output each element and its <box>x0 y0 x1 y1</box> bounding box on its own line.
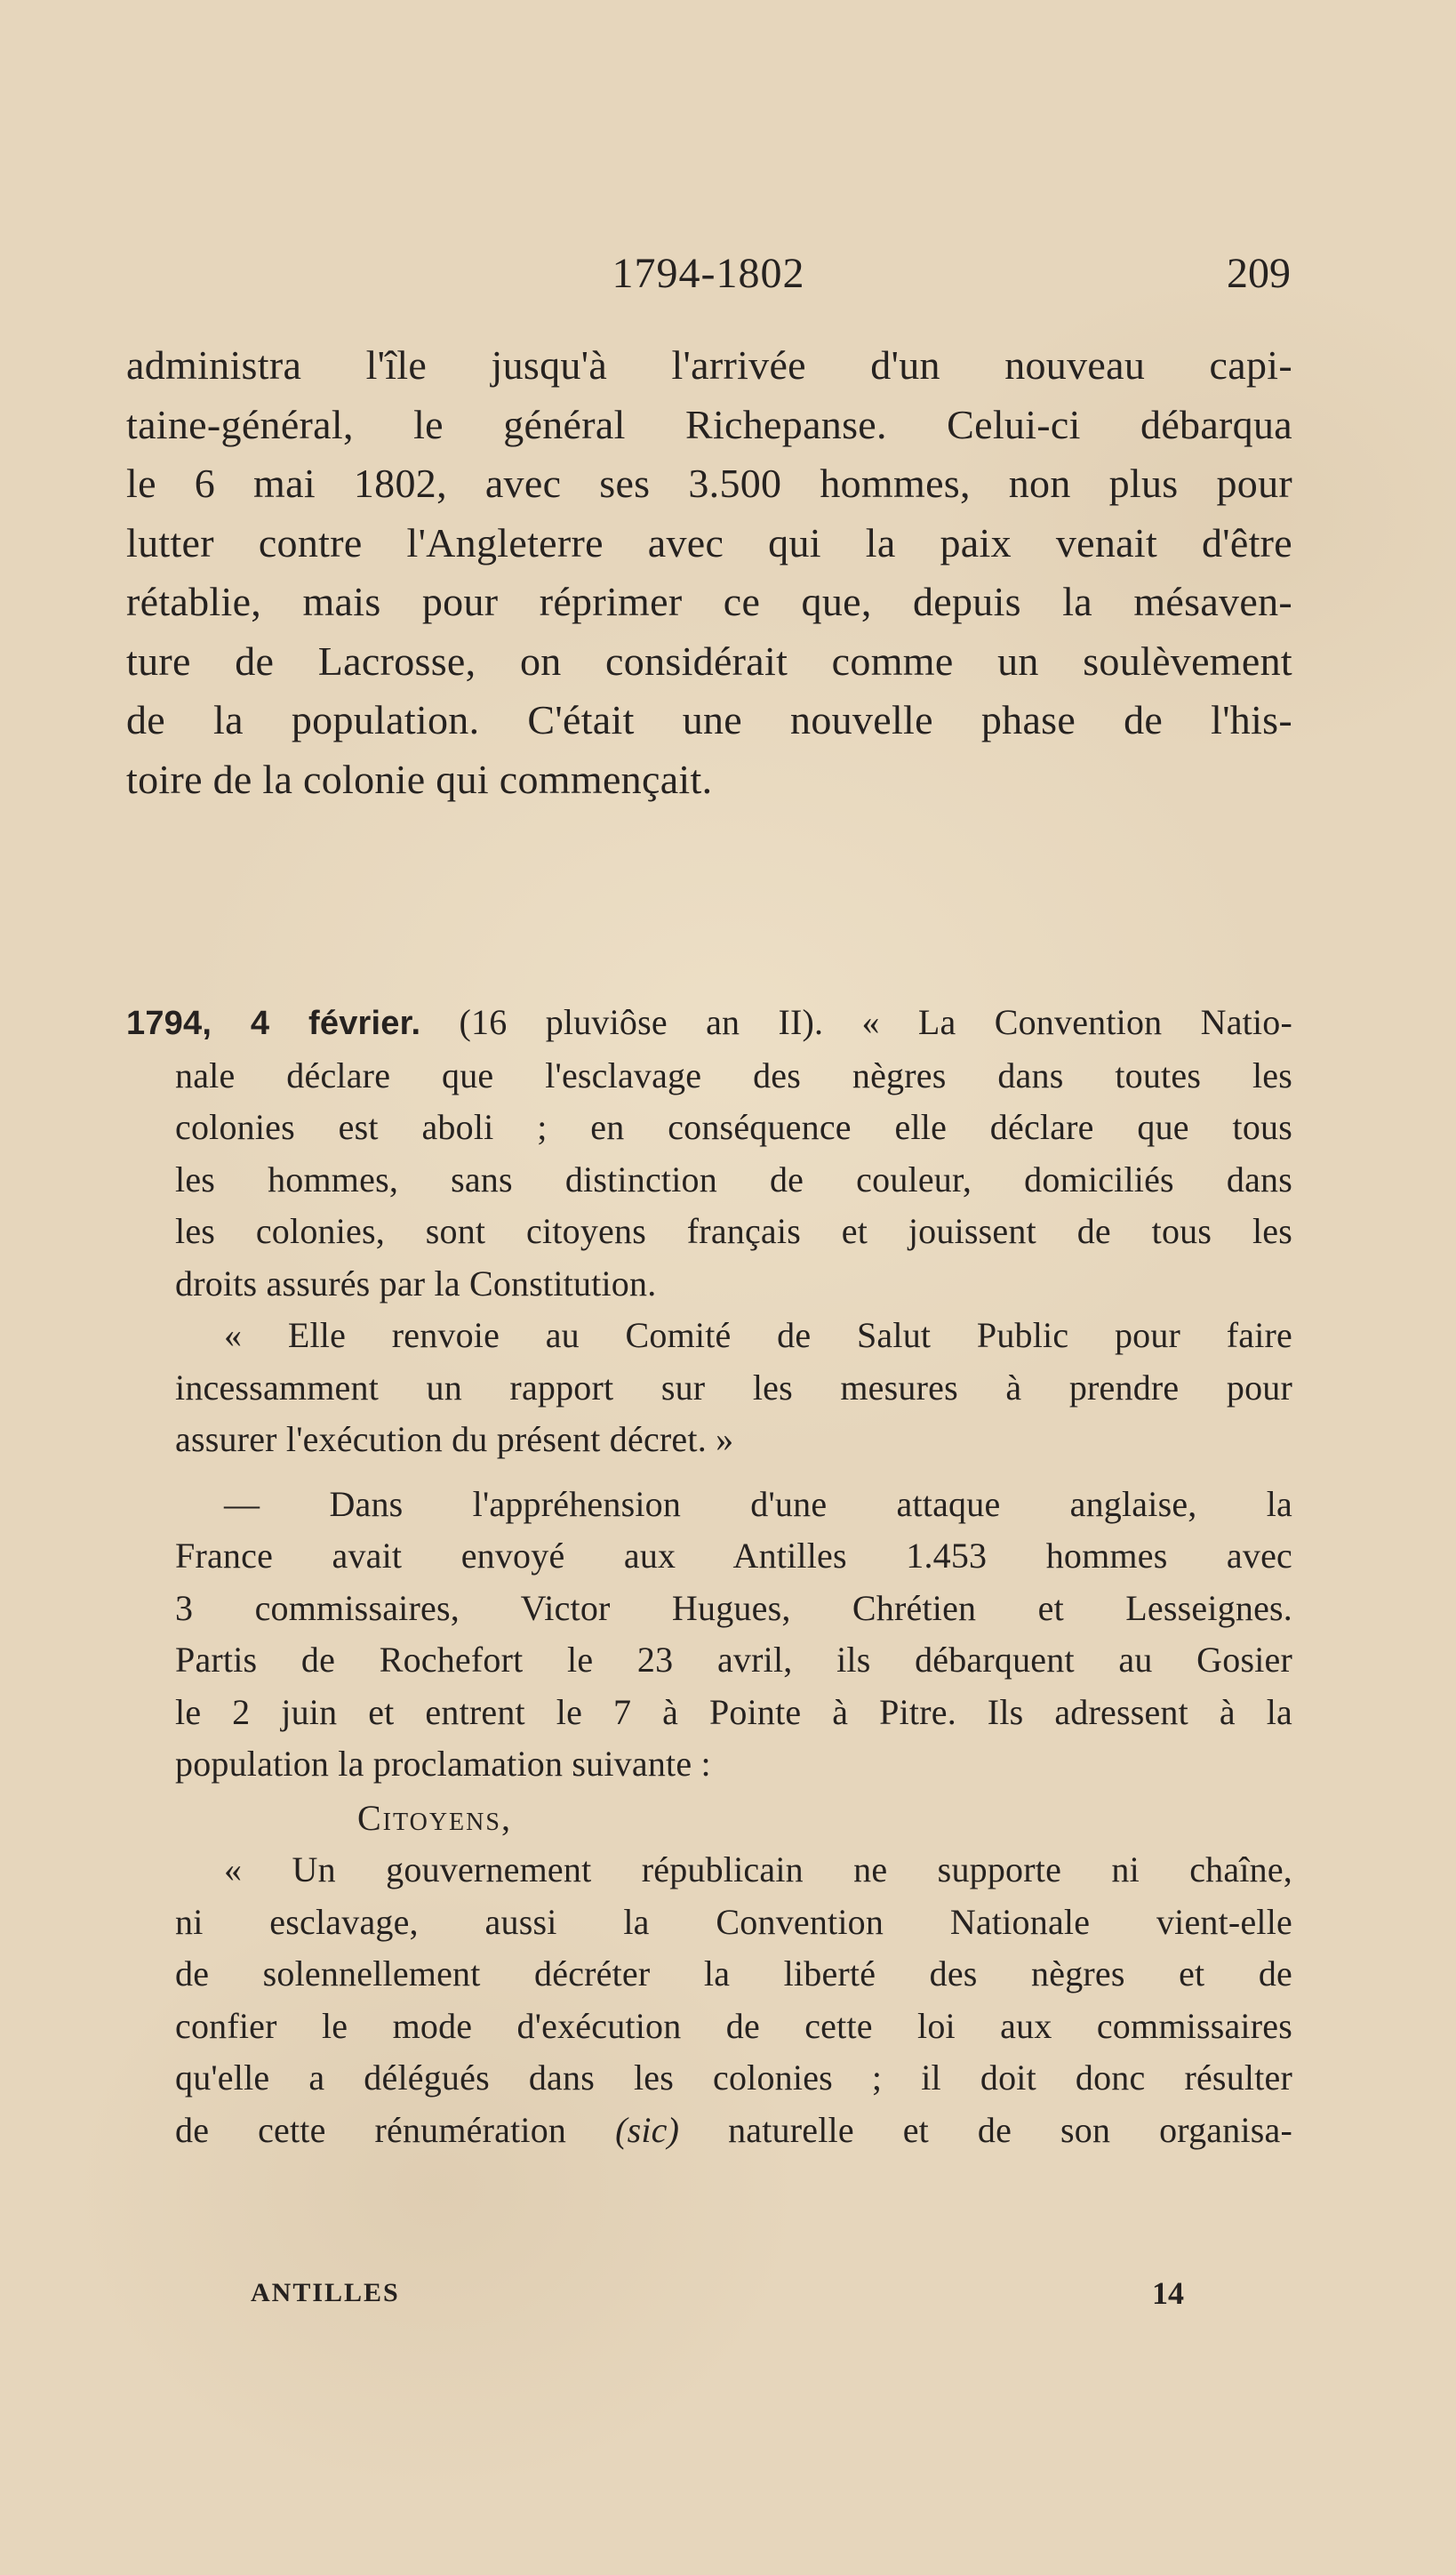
intro-line: lutter contre l'Angleterre avec qui la paix venait d'être <box>126 519 1292 566</box>
signature-mark: ANTILLES <box>251 2278 400 2307</box>
proclamation-line: « Un gouvernement républicain ne supporte ni chaîne, <box>224 1849 1292 1889</box>
entry-first-line-text: (16 pluviôse an II). « La Convention Natio- <box>459 1002 1293 1042</box>
proclamation-line: confier le mode d'exécution de cette loi aux commissaires <box>175 2005 1292 2046</box>
proclamation-text: naturelle et de son organisa- <box>679 2109 1293 2150</box>
commissioners-line: 3 commissaires, Victor Hugues, Chrétien et Lesseignes. <box>175 1587 1292 1628</box>
sic-note: (sic) <box>615 2109 680 2150</box>
intro-line: ture de Lacrosse, on considérait comme un soulèvement <box>126 638 1292 684</box>
intro-paragraph <box>126 336 1292 809</box>
referral-text <box>126 1310 1292 1466</box>
commissioners-line: population la proclamation suivante : <box>175 1744 711 1784</box>
page-number: 209 <box>1227 250 1291 297</box>
running-title: 1794-1802 <box>612 250 805 297</box>
page-footer <box>251 2275 1184 2314</box>
running-head <box>126 249 1291 302</box>
commissioners-paragraph <box>126 1479 1292 1791</box>
decree-line: droits assurés par la Constitution. <box>175 1263 657 1304</box>
intro-line: de la population. C'était une nouvelle phase de l'his- <box>126 697 1292 742</box>
signature-number: 14 <box>1152 2275 1184 2311</box>
referral-line: incessamment un rapport sur les mesures à prendre pour <box>175 1367 1292 1408</box>
decree-line: nale déclare que l'esclavage des nègres dans toutes les <box>175 1055 1292 1095</box>
decree-line: les hommes, sans distinction de couleur, domiciliés dans <box>175 1159 1292 1199</box>
salutation: Citoyens, <box>357 1797 512 1838</box>
commissioners-line: France avait envoyé aux Antilles 1.453 hommes avec <box>175 1536 1292 1576</box>
commissioners-line: Partis de Rochefort le 23 avril, ils débarquent au Gosier <box>175 1640 1292 1680</box>
intro-line: toire de la colonie qui commençait. <box>126 756 713 802</box>
decree-line: les colonies, sont citoyens français et jouissent de tous les <box>175 1211 1292 1251</box>
intro-line: rétablie, mais pour réprimer ce que, depuis la mésaven- <box>126 579 1292 624</box>
date-heading: 1794, 4 février. <box>126 1005 421 1042</box>
proclamation-line: ni esclavage, aussi la Convention Nationale vient-elle <box>175 1901 1292 1942</box>
proclamation-last-line <box>175 2105 1292 2157</box>
chronicle-entry <box>126 997 1292 2156</box>
intro-line: administra l'île jusqu'à l'arrivée d'un nouveau capi- <box>126 342 1292 388</box>
entry-first-line <box>126 997 1292 1050</box>
decree-text <box>126 1050 1292 1311</box>
proclamation-line: qu'elle a délégués dans les colonies ; il doit donc résulter <box>175 2058 1292 2098</box>
intro-line: taine-général, le général Richepanse. Celui-ci débarqua <box>126 401 1292 447</box>
proclamation-text: de cette rénumération <box>175 2109 616 2150</box>
paragraph-gap <box>126 1466 1292 1479</box>
intro-line: le 6 mai 1802, avec ses 3.500 hommes, non plus pour <box>126 461 1292 506</box>
referral-line: assurer l'exécution du présent décret. » <box>175 1419 734 1459</box>
proclamation <box>126 1793 1292 2157</box>
commissioners-line: — Dans l'appréhension d'une attaque anglaise, la <box>224 1483 1292 1524</box>
commissioners-line: le 2 juin et entrent le 7 à Pointe à Pitre. Ils adressent à la <box>175 1691 1292 1732</box>
referral-line: « Elle renvoie au Comité de Salut Public pour faire <box>224 1315 1292 1355</box>
proclamation-line: de solennellement décréter la liberté des nègres et de <box>175 1953 1292 1993</box>
decree-line: colonies est aboli ; en conséquence elle déclare que tous <box>175 1107 1292 1147</box>
